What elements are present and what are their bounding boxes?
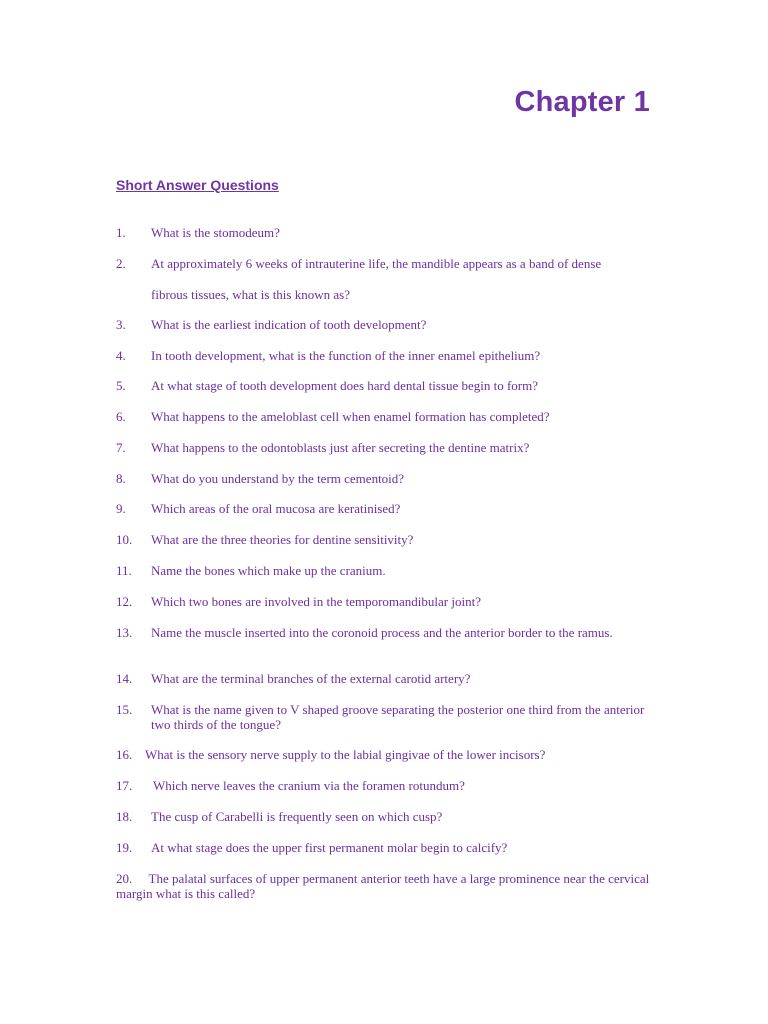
question-number: 1.: [116, 225, 126, 240]
question-text-body: The palatal surfaces of upper permanent anterior teeth have a large prominence near the cervical margin what is this called?: [116, 871, 650, 901]
question-number: 14.: [116, 671, 133, 686]
question-item: [116, 747, 656, 762]
question-text: At what stage of tooth development does hard dental tissue begin to form?: [151, 378, 539, 393]
question-item: [116, 378, 656, 393]
question-item: [116, 409, 656, 424]
question-text: At approximately 6 weeks of intrauterine life, the mandible appears as a band of dense: [151, 256, 602, 271]
question-text: At what stage does the upper first permanent molar begin to calcify?: [151, 840, 508, 855]
question-number: 2.: [116, 256, 126, 271]
question-text: Which areas of the oral mucosa are keratinised?: [151, 501, 401, 516]
question-number: 12.: [116, 594, 133, 609]
question-item: [116, 225, 656, 240]
question-item: [116, 809, 656, 824]
question-number: 4.: [116, 348, 126, 363]
question-text: What are the terminal branches of the external carotid artery?: [151, 671, 471, 686]
question-number: 18.: [116, 809, 133, 824]
question-text: Name the bones which make up the cranium.: [151, 563, 386, 578]
question-number: 20.: [116, 871, 133, 886]
question-item: [116, 594, 656, 609]
question-number: 19.: [116, 840, 133, 855]
question-item: [116, 471, 656, 486]
question-text: What is the earliest indication of tooth development?: [151, 317, 427, 332]
question-item: [116, 440, 656, 455]
question-item: [116, 317, 656, 332]
question-text: In tooth development, what is the function of the inner enamel epithelium?: [151, 348, 541, 363]
question-number: 17.: [116, 778, 133, 793]
question-item: [116, 348, 656, 363]
question-number: 7.: [116, 440, 126, 455]
question-item: [116, 871, 656, 901]
question-number: 6.: [116, 409, 126, 424]
question-text: [116, 871, 656, 901]
chapter-title: Chapter 1: [514, 86, 650, 118]
question-text: What happens to the ameloblast cell when enamel formation has completed?: [151, 409, 550, 424]
question-text: What do you understand by the term cementoid?: [151, 471, 405, 486]
question-number: 16.: [116, 747, 133, 762]
question-text: Which two bones are involved in the temporomandibular joint?: [151, 594, 481, 609]
question-number: 9.: [116, 501, 126, 516]
question-number: 5.: [116, 378, 126, 393]
question-text: What are the three theories for dentine sensitivity?: [151, 532, 414, 547]
question-text: Which nerve leaves the cranium via the foramen rotundum?: [153, 778, 465, 793]
question-number: 13.: [116, 625, 133, 640]
question-text: What is the stomodeum?: [151, 225, 280, 240]
question-item: [116, 501, 656, 516]
question-number: 10.: [116, 532, 133, 547]
question-item: [116, 625, 656, 640]
question-text: The cusp of Carabelli is frequently seen on which cusp?: [151, 809, 443, 824]
question-text-continued: fibrous tissues, what is this known as?: [151, 287, 350, 302]
question-text: Name the muscle inserted into the coronoid process and the anterior border to the ramus.: [151, 625, 613, 640]
question-text: What happens to the odontoblasts just after secreting the dentine matrix?: [151, 440, 530, 455]
section-heading: Short Answer Questions: [116, 177, 279, 193]
question-item: [116, 840, 656, 855]
question-item: [116, 778, 656, 793]
question-number: 15.: [116, 702, 133, 717]
question-number: 11.: [116, 563, 132, 578]
question-item: [116, 671, 656, 686]
question-item: [116, 256, 656, 271]
question-item-continuation: [116, 287, 656, 302]
question-number: 3.: [116, 317, 126, 332]
question-text: What is the sensory nerve supply to the labial gingivae of the lower incisors?: [145, 747, 546, 762]
question-text: What is the name given to V shaped groove separating the posterior one third from the anterior two thirds of the tongue?: [151, 702, 645, 732]
question-item: [116, 702, 656, 732]
question-number: 8.: [116, 471, 126, 486]
question-item: [116, 532, 656, 547]
question-item: [116, 563, 656, 578]
